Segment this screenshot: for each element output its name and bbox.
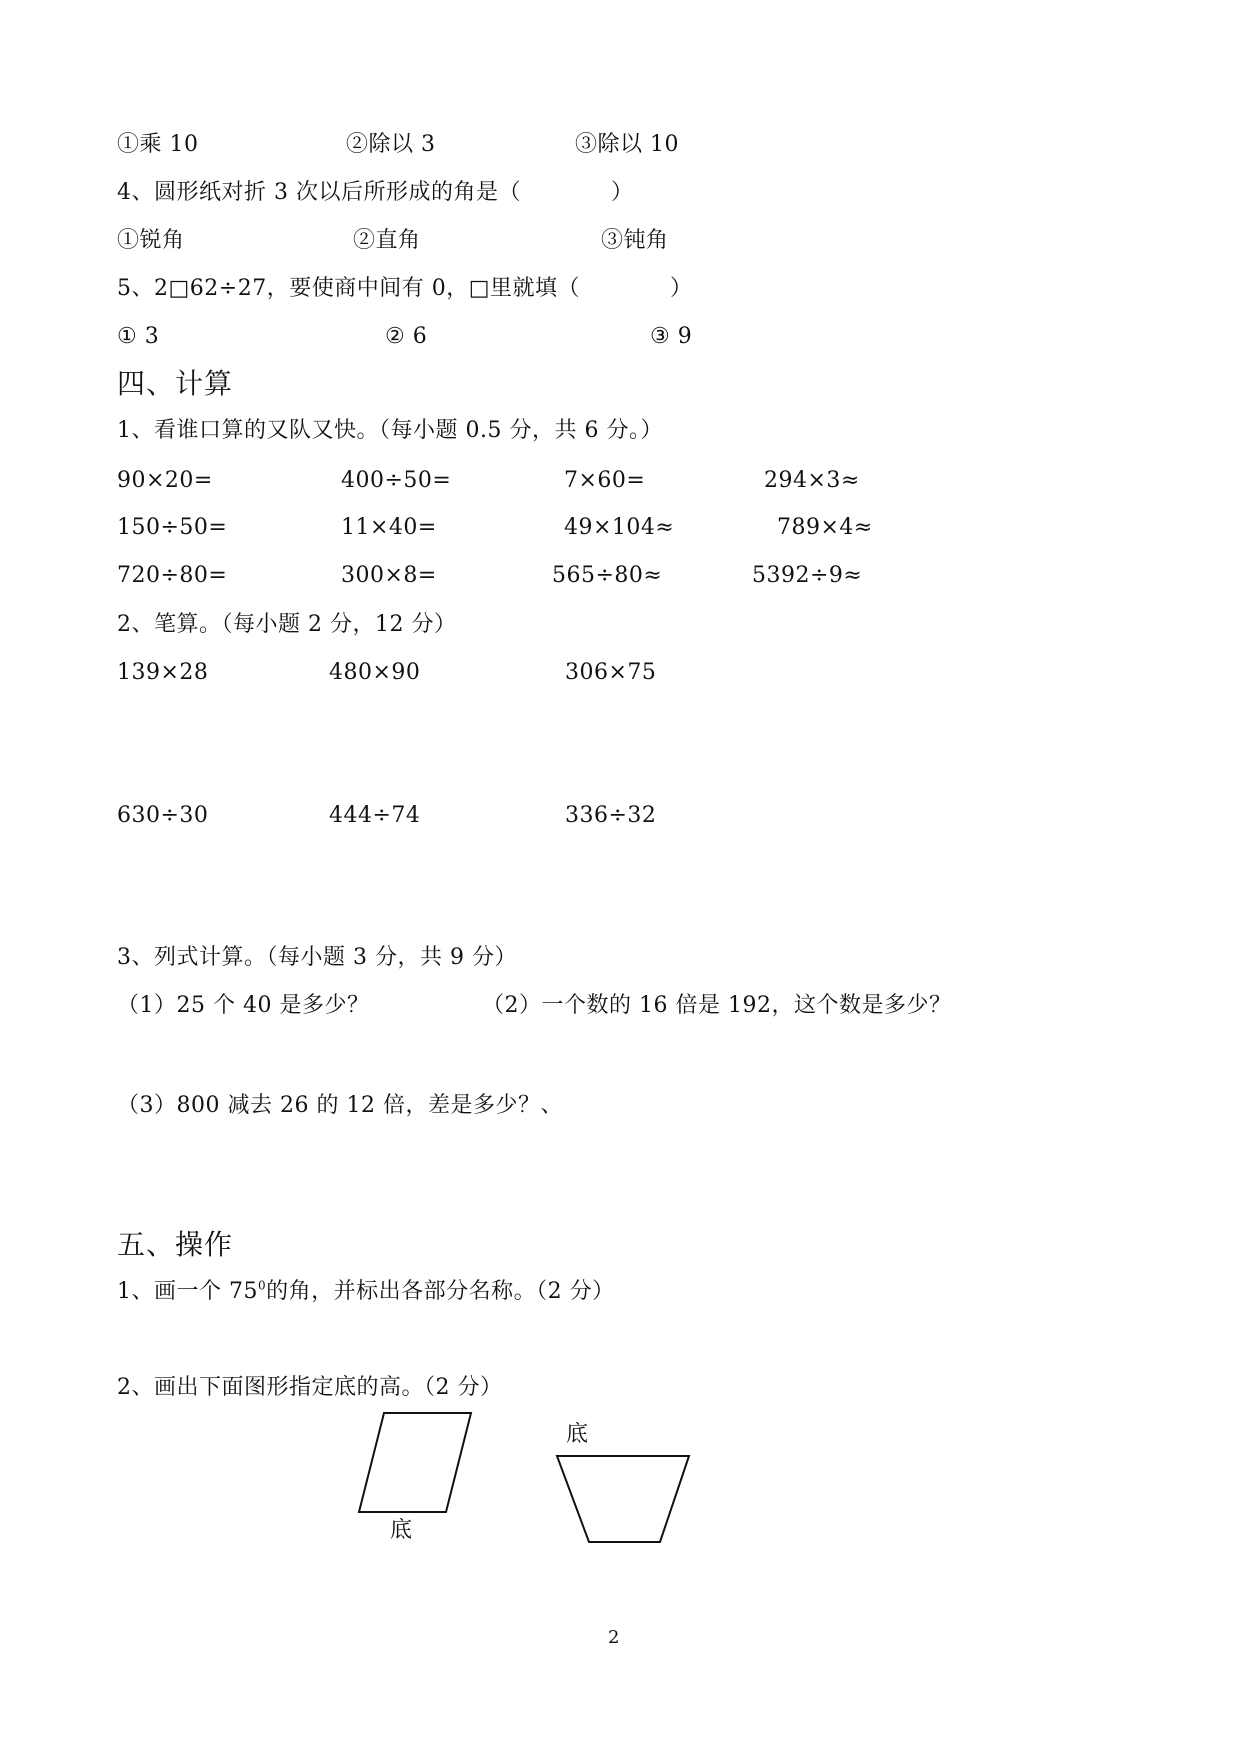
q5-option-1: ① 3 xyxy=(117,324,160,349)
q4-option-1: ①锐角 xyxy=(117,228,185,253)
written-calc-item: 444÷74 xyxy=(329,803,421,828)
q3-option-1: ①乘 10 xyxy=(117,132,199,157)
mental-calc-item: 7×60= xyxy=(564,468,646,493)
q4-option-3: ③钝角 xyxy=(601,228,669,253)
trapezoid-base-label: 底 xyxy=(566,1422,589,1447)
section4-title: 四、计算 xyxy=(117,367,234,400)
q5-option-3: ③ 9 xyxy=(650,324,693,349)
q3-option-3: ③除以 10 xyxy=(575,132,679,157)
mental-calc-item: 720÷80= xyxy=(117,563,228,588)
section4-part3-heading: 3、列式计算。（每小题 3 分，共 9 分） xyxy=(117,945,517,970)
section4-part2-heading: 2、笔算。（每小题 2 分，12 分） xyxy=(117,612,457,637)
expression-question-1: （1）25 个 40 是多少？ xyxy=(117,993,370,1018)
section5-item2: 2、画出下面图形指定底的高。（2 分） xyxy=(117,1375,503,1400)
mental-calc-item: 49×104≈ xyxy=(564,515,675,540)
written-calc-item: 480×90 xyxy=(329,660,421,685)
mental-calc-item: 294×3≈ xyxy=(764,468,860,493)
q5-option-2: ② 6 xyxy=(385,324,428,349)
mental-calc-item: 300×8= xyxy=(341,563,437,588)
expression-question-2: （2）一个数的 16 倍是 192，这个数是多少？ xyxy=(482,993,952,1018)
mental-calc-item: 5392÷9≈ xyxy=(752,563,863,588)
parallelogram-base-label: 底 xyxy=(390,1518,413,1543)
q5-text: 5、2□62÷27，要使商中间有 0，□里就填（ ） xyxy=(117,276,693,301)
q4-text: 4、圆形纸对折 3 次以后所形成的角是（ ） xyxy=(117,180,634,205)
mental-calc-item: 789×4≈ xyxy=(777,515,873,540)
q4-option-2: ②直角 xyxy=(353,228,421,253)
mental-calc-item: 400÷50= xyxy=(341,468,452,493)
written-calc-item: 139×28 xyxy=(117,660,209,685)
item1-text-after: 的角，并标出各部分名称。（2 分） xyxy=(266,1279,615,1304)
written-calc-item: 306×75 xyxy=(565,660,657,685)
mental-calc-item: 150÷50= xyxy=(117,515,228,540)
section5-title: 五、操作 xyxy=(117,1228,234,1261)
mental-calc-item: 90×20= xyxy=(117,468,213,493)
item1-text-before: 1、画一个 75 xyxy=(117,1279,258,1304)
trapezoid-shape xyxy=(557,1456,689,1542)
parallelogram-shape xyxy=(359,1413,471,1512)
mental-calc-item: 11×40= xyxy=(341,515,437,540)
degree-superscript: 0 xyxy=(258,1278,267,1293)
expression-question-3: （3）800 减去 26 的 12 倍，差是多少？、 xyxy=(117,1093,563,1118)
written-calc-item: 630÷30 xyxy=(117,803,209,828)
page-number: 2 xyxy=(608,1627,620,1648)
written-calc-item: 336÷32 xyxy=(565,803,657,828)
mental-calc-item: 565÷80≈ xyxy=(552,563,663,588)
section4-part1-heading: 1、看谁口算的又队又快。（每小题 0.5 分，共 6 分。） xyxy=(117,418,663,443)
q3-option-2: ②除以 3 xyxy=(346,132,436,157)
